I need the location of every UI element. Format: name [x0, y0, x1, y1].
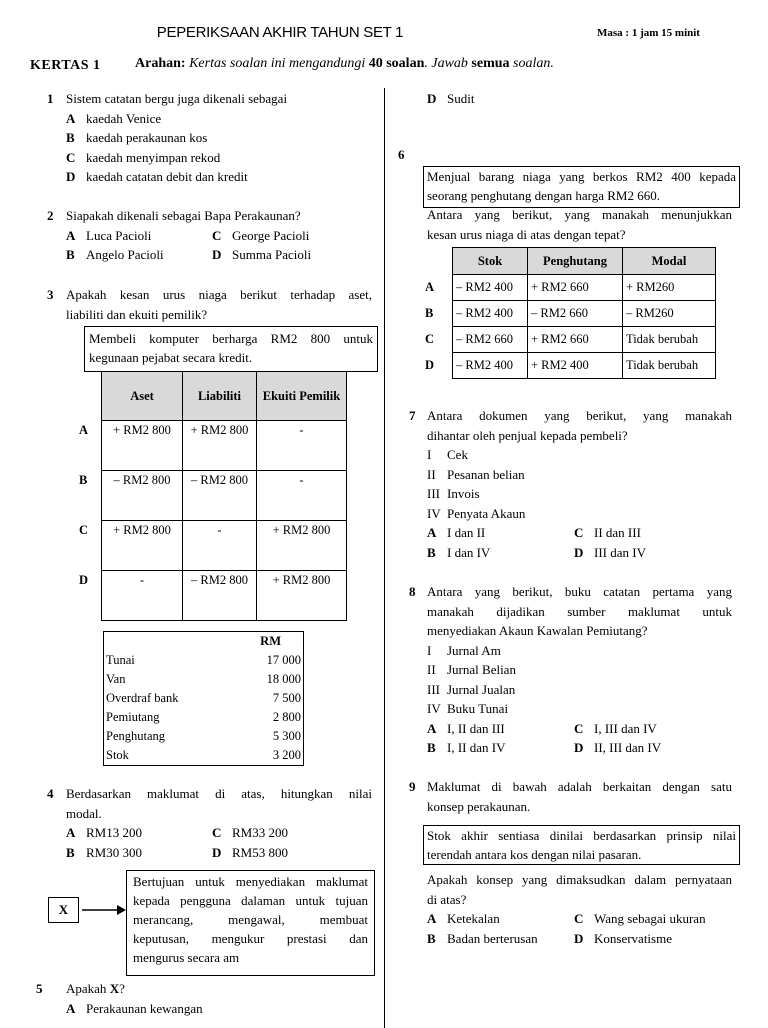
- row-key: D: [79, 572, 89, 587]
- option-key: B: [427, 544, 436, 560]
- option-text: Konservatisme: [594, 930, 672, 946]
- option-key: D: [212, 844, 222, 860]
- table-cell: + RM2 400: [528, 353, 623, 379]
- instructions-text: soalan.: [513, 56, 554, 71]
- table-cell: – RM2 800: [183, 471, 257, 521]
- instructions-all: semua: [471, 56, 510, 71]
- question-number: 7: [409, 408, 416, 423]
- question-text: Siapakah dikenali sebagai Bapa Perakaunan?: [66, 208, 301, 223]
- column-header: Penghutang: [528, 248, 623, 275]
- table-row[interactable]: [422, 301, 716, 327]
- option-text: I dan II: [447, 525, 486, 540]
- option-key: A: [427, 525, 437, 540]
- table-cell: + RM2 800: [102, 521, 183, 571]
- table-cell: Tidak berubah: [623, 327, 716, 353]
- option-text: Sudit: [447, 91, 475, 106]
- table-row[interactable]: [422, 353, 716, 379]
- option-key: A: [66, 110, 76, 126]
- row-value: 5 300: [272, 729, 301, 743]
- column-divider: [384, 88, 385, 1028]
- transaction-box: [423, 166, 740, 208]
- option-key: C: [212, 825, 222, 840]
- table-cell: – RM2 400: [453, 275, 528, 301]
- table-cell: – RM2 400: [453, 301, 528, 327]
- option-key: D: [427, 91, 437, 106]
- table-row[interactable]: [75, 421, 347, 471]
- table-cell: – RM2 400: [453, 353, 528, 379]
- row-label: Penghutang: [106, 729, 166, 743]
- option-text: Angelo Pacioli: [86, 247, 164, 262]
- x-label-box: X: [48, 897, 79, 923]
- box-text: merancang, mengawal, membuat: [133, 912, 368, 927]
- instructions-label: Arahan:: [135, 56, 186, 71]
- question-text: kesan urus niaga di atas dengan tepat?: [427, 226, 626, 242]
- table-cell: -: [183, 521, 257, 571]
- question-7: [409, 406, 732, 562]
- table-row[interactable]: [422, 275, 716, 301]
- question-text: manakah dijadikan sumber maklumat untuk: [427, 603, 732, 619]
- table-cell: + RM2 660: [528, 327, 623, 353]
- option-key: C: [66, 149, 76, 165]
- option-a[interactable]: [427, 719, 574, 739]
- option-c[interactable]: [47, 148, 377, 168]
- option-b[interactable]: [427, 929, 574, 949]
- question-9-text: [427, 870, 732, 948]
- question-text: modal.: [66, 805, 102, 821]
- question-text: menyediakan Akaun Kawalan Pemiutang?: [427, 623, 648, 638]
- item-key: IV: [427, 701, 441, 716]
- item-text: Jurnal Belian: [447, 662, 516, 677]
- item-text: Buku Tunai: [447, 701, 509, 716]
- question-number: 8: [409, 584, 416, 599]
- table-cell: – RM2 800: [183, 571, 257, 621]
- question-text: ?: [119, 981, 125, 996]
- box-text: keputusan, mengukur prestasi dan: [133, 931, 368, 946]
- option-key: A: [66, 825, 76, 840]
- arrow-right-icon: [82, 903, 126, 917]
- item-key: II: [427, 662, 436, 677]
- column-header: RM: [260, 634, 281, 648]
- list-item: [409, 504, 732, 524]
- box-text: Bertujuan untuk menyediakan maklumat: [133, 874, 368, 889]
- option-d[interactable]: [574, 740, 661, 755]
- page-title: PEPERIKSAAN AKHIR TAHUN SET 1: [156, 24, 404, 41]
- column-header: Stok: [453, 248, 528, 275]
- option-key: D: [574, 740, 584, 755]
- option-c[interactable]: [574, 911, 706, 926]
- option-text: Luca Pacioli: [86, 227, 152, 243]
- option-key: D: [574, 544, 584, 560]
- item-text: Jurnal Jualan: [447, 681, 516, 697]
- option-text: RM33 200: [232, 825, 288, 840]
- row-value: 7 500: [272, 691, 301, 705]
- option-c[interactable]: [212, 825, 288, 840]
- question-text: liabiliti dan ekuiti pemilik?: [66, 306, 208, 322]
- option-d[interactable]: [427, 89, 474, 109]
- question-text: X: [109, 981, 120, 996]
- table-cell: + RM2 660: [528, 275, 623, 301]
- question-1: [47, 89, 377, 187]
- table-row[interactable]: [75, 571, 347, 621]
- table-corner: [422, 248, 453, 275]
- option-text: II dan III: [594, 525, 641, 540]
- x-description-box: [126, 870, 375, 976]
- option-b[interactable]: [427, 543, 574, 563]
- option-text: Wang sebagai ukuran: [594, 911, 706, 926]
- row-key: A: [425, 280, 435, 294]
- option-c[interactable]: [574, 525, 641, 540]
- option-b[interactable]: [66, 843, 212, 863]
- column-header: Aset: [102, 372, 183, 421]
- option-text: George Pacioli: [232, 227, 310, 243]
- list-item: [409, 641, 732, 661]
- table-header-row: [75, 372, 347, 421]
- box-text: Stok akhir sentiasa dinilai berdasarkan prinsip nilai: [427, 828, 736, 843]
- item-key: I: [427, 642, 432, 658]
- option-key: D: [212, 247, 222, 262]
- question-8: [409, 582, 732, 758]
- item-key: II: [427, 466, 436, 482]
- row-key: D: [425, 358, 435, 372]
- item-key: III: [427, 681, 440, 697]
- option-text: Perakaunan kewangan: [86, 1000, 203, 1016]
- column-header: Ekuiti Pemilik: [257, 372, 347, 421]
- table-cell: – RM260: [623, 301, 716, 327]
- option-key: B: [427, 930, 436, 946]
- transaction-box: [84, 326, 378, 372]
- table-row: [104, 746, 304, 766]
- row-key: C: [425, 332, 435, 346]
- option-text: I, III dan IV: [594, 720, 657, 736]
- option-b[interactable]: [66, 245, 212, 265]
- item-text: Cek: [447, 447, 468, 462]
- option-text: Badan berterusan: [447, 930, 538, 946]
- item-text: Invois: [447, 486, 480, 501]
- option-key: A: [427, 720, 437, 736]
- box-text: Membeli komputer berharga RM2 800 untuk: [89, 331, 373, 346]
- option-d[interactable]: [47, 167, 377, 187]
- option-text: RM13 200: [86, 825, 142, 840]
- question-text: Maklumat di bawah adalah berkaitan dengan satu: [427, 779, 732, 794]
- list-item: [409, 465, 732, 485]
- question-number: 3: [47, 287, 54, 302]
- option-key: D: [574, 930, 584, 946]
- question-text: konsep perakaunan.: [427, 798, 531, 814]
- option-c[interactable]: [212, 228, 309, 243]
- question-number: 2: [47, 208, 54, 223]
- option-d[interactable]: [212, 845, 288, 860]
- option-a[interactable]: [47, 109, 377, 129]
- option-text: III dan IV: [594, 544, 646, 560]
- option-key: B: [66, 130, 75, 145]
- question-6-text: [427, 205, 732, 244]
- item-key: III: [427, 486, 440, 501]
- question-9: [409, 777, 732, 816]
- item-text: Pesanan belian: [447, 466, 525, 482]
- row-label: Stok: [106, 748, 129, 762]
- option-a[interactable]: [36, 999, 366, 1019]
- question-text: dihantar oleh penjual kepada pembeli?: [427, 427, 628, 443]
- option-text: II, III dan IV: [594, 740, 662, 755]
- question-text: Sistem catatan bergu juga dikenali sebagai: [66, 91, 288, 106]
- question-2: [47, 206, 377, 265]
- option-key: A: [427, 911, 437, 926]
- row-key: C: [79, 522, 89, 537]
- question-text: Antara dokumen yang berikut, yang manakah: [427, 408, 732, 423]
- option-d[interactable]: [574, 545, 646, 560]
- row-label: Van: [106, 672, 126, 686]
- option-key: A: [66, 227, 76, 243]
- table-header-row: [422, 248, 716, 275]
- option-key: B: [427, 740, 436, 755]
- box-text: kepada pengguna dalaman untuk tujuan: [133, 893, 368, 908]
- table-cell: – RM2 660: [453, 327, 528, 353]
- table-cell: Tidak berubah: [623, 353, 716, 379]
- question-text: Antara yang berikut, buku catatan pertama yang: [427, 584, 732, 599]
- question-text: di atas?: [427, 891, 467, 907]
- row-value: 3 200: [272, 748, 301, 762]
- option-text: Summa Pacioli: [232, 247, 312, 262]
- item-key: I: [427, 447, 432, 462]
- option-key: A: [66, 1000, 76, 1016]
- question-4: [47, 784, 372, 862]
- option-b[interactable]: [427, 738, 574, 758]
- table-row: [104, 689, 304, 708]
- instructions-text: Kertas soalan ini mengandungi: [189, 56, 366, 71]
- option-key: B: [66, 247, 75, 262]
- row-label: Pemiutang: [106, 710, 160, 724]
- list-item: [409, 680, 732, 700]
- question-3: [47, 285, 372, 324]
- question-text: Apakah kesan urus niaga berikut terhadap aset,: [66, 287, 372, 302]
- row-key: B: [425, 306, 434, 320]
- item-key: IV: [427, 505, 441, 521]
- box-text: mengurus secara am: [133, 950, 240, 965]
- table-corner: [75, 372, 102, 421]
- option-text: I dan IV: [447, 544, 491, 560]
- option-text: kaedah perakaunan kos: [86, 130, 208, 145]
- option-d[interactable]: [574, 931, 672, 946]
- table-row[interactable]: [75, 521, 347, 571]
- table-cell: + RM2 800: [183, 421, 257, 471]
- item-text: Jurnal Am: [447, 642, 501, 658]
- question-5: [36, 979, 366, 1018]
- row-key: A: [79, 422, 89, 437]
- concept-box: [423, 825, 740, 865]
- list-item: [409, 660, 732, 680]
- option-text: kaedah menyimpan rekod: [86, 149, 221, 165]
- table-cell: + RM2 800: [257, 571, 347, 621]
- box-text: Menjual barang niaga yang berkos RM2 400 kepada: [427, 169, 736, 184]
- row-label: Tunai: [106, 653, 135, 667]
- effects-table: [75, 371, 347, 621]
- question-number: 6: [398, 147, 405, 162]
- option-text: RM30 300: [86, 844, 142, 860]
- option-text: I, II dan IV: [447, 740, 506, 755]
- option-text: RM53 800: [232, 844, 288, 860]
- effects-table: [422, 247, 716, 379]
- box-text: seorang penghutang dengan harga RM2 660.: [427, 188, 660, 203]
- question-number: 5: [36, 981, 43, 996]
- table-cell: – RM2 800: [102, 471, 183, 521]
- option-text: Ketekalan: [447, 911, 500, 926]
- option-text: I, II dan III: [447, 720, 505, 736]
- instructions-text: . Jawab: [424, 56, 468, 71]
- instructions-count: 40 soalan: [368, 56, 425, 71]
- question-number: 4: [47, 786, 54, 801]
- option-key: C: [212, 227, 222, 243]
- list-item: [409, 484, 732, 504]
- table-cell: -: [257, 471, 347, 521]
- paper-label: KERTAS 1: [30, 58, 101, 73]
- option-a[interactable]: [66, 823, 212, 843]
- question-number: 9: [409, 779, 416, 794]
- option-text: kaedah catatan debit dan kredit: [86, 169, 248, 184]
- row-label: Overdraf bank: [106, 691, 179, 705]
- table-row: [104, 708, 304, 727]
- list-item: [409, 445, 732, 465]
- table-row[interactable]: [75, 471, 347, 521]
- row-value: 2 800: [272, 710, 301, 724]
- exam-duration: Masa : 1 jam 15 minit: [597, 27, 700, 39]
- option-a[interactable]: [66, 226, 212, 246]
- item-text: Penyata Akaun: [447, 505, 526, 521]
- question-text: Apakah: [66, 981, 107, 996]
- question-number: 1: [47, 91, 54, 106]
- option-key: D: [66, 169, 76, 184]
- table-cell: + RM2 800: [257, 521, 347, 571]
- column-header: Liabiliti: [183, 372, 257, 421]
- option-a[interactable]: [427, 909, 574, 929]
- list-item: [409, 699, 732, 719]
- table-row: [104, 670, 304, 689]
- question-text: Antara yang berikut, yang manakah menunjukkan: [427, 207, 732, 222]
- option-d[interactable]: [212, 247, 311, 262]
- row-value: 17 000: [266, 653, 301, 667]
- question-text: Berdasarkan maklumat di atas, hitungkan nilai: [66, 786, 372, 801]
- table-cell: -: [102, 571, 183, 621]
- row-value: 18 000: [266, 672, 301, 686]
- table-row: [104, 727, 304, 746]
- balance-table: [103, 631, 304, 766]
- option-a[interactable]: [427, 523, 574, 543]
- option-key: B: [66, 844, 75, 860]
- table-cell: + RM260: [623, 275, 716, 301]
- box-text: kegunaan pejabat secara kredit.: [89, 350, 253, 365]
- option-key: C: [574, 525, 584, 540]
- table-cell: – RM2 660: [528, 301, 623, 327]
- box-text: terendah antara kos dengan nilai pasaran.: [427, 847, 642, 862]
- option-text: kaedah Venice: [86, 110, 162, 126]
- option-key: C: [574, 911, 584, 926]
- table-row: [104, 651, 304, 670]
- option-c[interactable]: [574, 721, 657, 736]
- table-cell: + RM2 800: [102, 421, 183, 471]
- table-cell: -: [257, 421, 347, 471]
- option-key: C: [574, 720, 584, 736]
- column-header: Modal: [623, 248, 716, 275]
- question-text: Apakah konsep yang dimaksudkan dalam pernyataan: [427, 872, 732, 887]
- instructions: [135, 56, 554, 72]
- table-row[interactable]: [422, 327, 716, 353]
- row-key: B: [79, 472, 88, 487]
- option-b[interactable]: [47, 128, 377, 148]
